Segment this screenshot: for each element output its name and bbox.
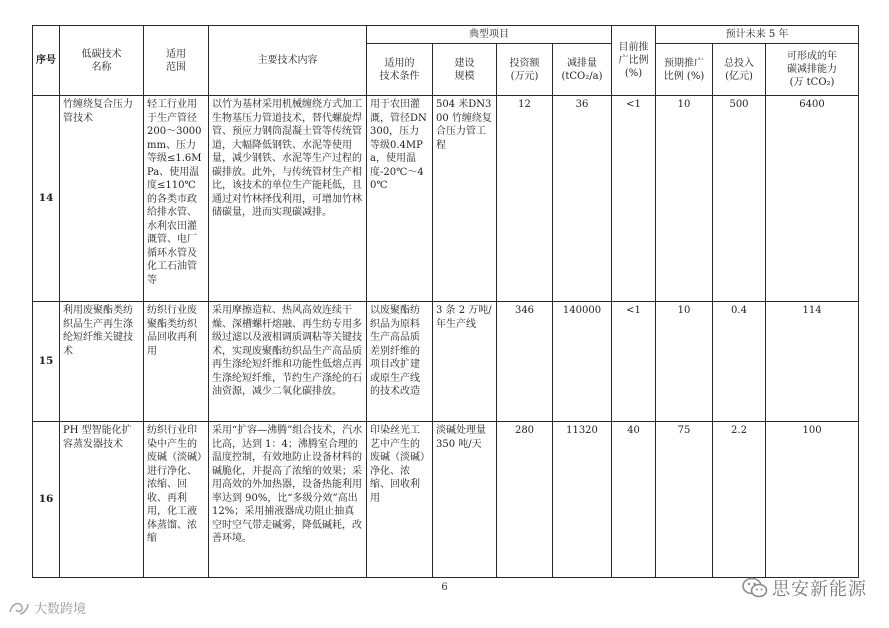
row-scope: 轻工行业用于生产管径 200～3000mm、压力等级≤1.6MPa、使用温度≤110℃的各类市政给排水管、水利农田灌溉管、电厂循环水管及化工石油管等 (144, 96, 209, 302)
row-content: 以竹为基材采用机械缠绕方式加工生物基压力管道技术，替代螺旋焊管、预应力钢筒混凝土管等传统管道，大幅降低钢铁、水泥等使用量，减少钢铁、水泥等生产过程的碳排放。此外，与传统管材生产相比，该技术的单位生产能耗低，且通过对竹林择伐利用，可增加竹林储碳量，进而实现碳减排。 (209, 96, 367, 302)
row-scale: 504 米DN300 竹缠绕复合压力管工程 (433, 96, 497, 302)
header-scale: 建设 规模 (433, 44, 497, 96)
row-emission: 140000 (553, 302, 612, 422)
row-investment: 12 (497, 96, 553, 302)
watermark-right-text: 思安新能源 (772, 579, 867, 600)
table-row (33, 302, 859, 422)
row-scale: 3 条 2 万吨/年生产线 (433, 302, 497, 422)
row-conditions: 印染丝光工艺中产生的废碱（淡碱）净化、浓缩、回收利用 (367, 422, 433, 578)
row-conditions: 以废聚酯纺织品为原料生产高品质差别纤维的项目改扩建或原生产线的技术改造 (367, 302, 433, 422)
low-carbon-technology-table (32, 25, 859, 578)
row-name: 利用废聚酯类纺织品生产再生涤纶短纤维关键技术 (60, 302, 144, 422)
header-conditions: 适用的 技术条件 (367, 44, 433, 96)
row-investment: 280 (497, 422, 553, 578)
row-reduction-capacity: 100 (766, 422, 859, 578)
row-scope: 纺织行业印染中产生的废碱（淡碱）进行净化、浓缩、回收、再利用，化工液体蒸馏、浓缩 (144, 422, 209, 578)
header-scope: 适用 范围 (144, 26, 209, 96)
watermark-right (742, 575, 867, 601)
logo-swirl-icon (8, 600, 30, 616)
header-total-investment: 总投入 (亿元) (713, 44, 766, 96)
row-total-investment: 0.4 (713, 302, 766, 422)
row-total-investment: 2.2 (713, 422, 766, 578)
row-current-ratio: <1 (612, 96, 656, 302)
row-total-investment: 500 (713, 96, 766, 302)
header-expected-ratio: 预期推广 比例 (%) (656, 44, 713, 96)
header-emission: 减排量 (tCO₂/a) (553, 44, 612, 96)
row-reduction-capacity: 6400 (766, 96, 859, 302)
wechat-icon (742, 577, 768, 599)
page-number: 6 (441, 582, 448, 593)
row-expected-ratio: 75 (656, 422, 713, 578)
row-name: 竹缠绕复合压力管技术 (60, 96, 144, 302)
row-emission: 11320 (553, 422, 612, 578)
row-expected-ratio: 10 (656, 302, 713, 422)
header-investment: 投资额 (万元) (497, 44, 553, 96)
watermark-left (8, 598, 86, 617)
row-name: PH 型智能化扩容蒸发器技术 (60, 422, 144, 578)
header-seq: 序号 (33, 26, 60, 96)
table-row (33, 422, 859, 578)
table-row (33, 96, 859, 302)
row-expected-ratio: 10 (656, 96, 713, 302)
row-seq: 16 (33, 422, 60, 578)
row-reduction-capacity: 114 (766, 302, 859, 422)
header-future-5-years: 预计未来 5 年 (656, 26, 859, 44)
row-seq: 15 (33, 302, 60, 422)
row-conditions: 用于农田灌溉，管径DN300，压力等级0.4MPa，使用温度-20℃～40℃ (367, 96, 433, 302)
row-seq: 14 (33, 96, 60, 302)
row-content: 采用“扩容—沸腾”组合技术，汽水比高，达到 1：4；沸腾室合理的温度控制，有效地防止设备材料的碱脆化，并提高了浓缩的效果；采用高效的外加热器，设备热能利用率达到 90%，比“多级分效”高出 12%；采用捕液器成功阻止抽真空时空气带走碱雾，降低碱耗，改善环境。 (209, 422, 367, 578)
row-investment: 346 (497, 302, 553, 422)
row-current-ratio: 40 (612, 422, 656, 578)
row-scope: 纺织行业废聚酯类纺织品回收再利用 (144, 302, 209, 422)
row-emission: 36 (553, 96, 612, 302)
header-name: 低碳技术 名称 (60, 26, 144, 96)
row-current-ratio: <1 (612, 302, 656, 422)
watermark-left-text: 大数跨境 (34, 602, 87, 617)
header-reduction-capacity: 可形成的年 碳减排能力 (万 tCO₂) (766, 44, 859, 96)
row-scale: 淡碱处理量 350 吨/天 (433, 422, 497, 578)
header-current-ratio: 目前推 广比例 (%) (612, 26, 656, 96)
row-content: 采用摩擦造粒、热风高效连续干燥、深槽螺杆熔融、再生纺专用多级过滤以及液相调质调粘等关键技术，实现废聚酯纺织品生产高品质再生涤纶短纤维和功能性低熔点再生涤纶短纤维，节约生产涤纶的石油资源，减少二氧化碳排放。 (209, 302, 367, 422)
header-content: 主要技术内容 (209, 26, 367, 96)
header-typical-project: 典型项目 (367, 26, 612, 44)
